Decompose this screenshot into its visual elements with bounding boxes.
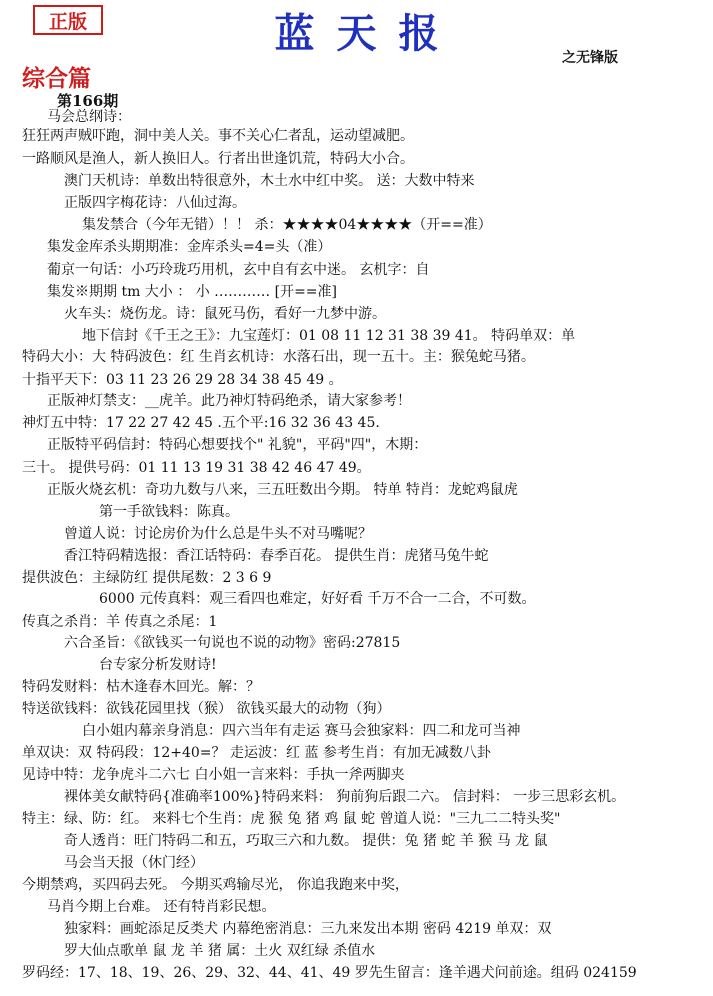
text-line: 罗大仙点歌单 鼠 龙 羊 猪 属：土火 双红绿 杀值水 <box>64 943 376 959</box>
text-line: 马会总纲诗： <box>47 109 131 125</box>
text-line: 一路顺风是渔人，新人换旧人。行者出世逢饥荒，特码大小合。 <box>22 151 414 167</box>
text-line: 三十。 提供号码：01 11 13 19 31 38 42 46 47 49。 <box>22 460 371 476</box>
text-line: 罗码经：17、18、19、26、29、32、44、41、49 罗先生留言：逢羊遇犬问前途。组码 024159 <box>22 965 637 981</box>
text-line: 集发禁合（今年无错）！！ 杀：★★★★04★★★★（开==准） <box>82 217 492 233</box>
text-line: 特送欲钱料：欲钱花园里找（猴） 欲钱买最大的动物（狗） <box>22 701 391 717</box>
text-line: 十指平天下：03 11 23 26 29 28 34 38 45 49 。 <box>22 372 343 388</box>
text-line: 特码发财料：枯木逢春木回光。解：？ <box>22 679 260 695</box>
text-line: 单双诀：双 特码段：12+40=？ 走运波：红 蓝 参考生肖：有加无减数八卦 <box>22 745 491 761</box>
text-line: 6000 元传真料：观三看四也难定，好好看 千万不合一二合，不可数。 <box>99 591 536 607</box>
text-line: 正版火烧玄机：奇功九数与八来，三五旺数出今期。 特单 特肖：龙蛇鸡鼠虎 <box>47 482 518 498</box>
text-line: 白小姐内幕亲身消息：四六当年有走运 赛马会独家料：四二和龙可当神 <box>82 723 521 739</box>
text-line: 今期禁鸡，买四码去死。 今期买鸡输尽光， 你追我跑来中奖， <box>22 877 409 893</box>
text-line: 特主：绿、防：红。 来料七个生肖：虎 猴 兔 猪 鸡 鼠 蛇 曾道人说："三九二二特头奖" <box>22 811 561 827</box>
text-line: 曾道人说：讨论房价为什么总是牛头不对马嘴呢？ <box>64 526 372 542</box>
text-line: 澳门天机诗：单数出特很意外，木土水中红中奖。 送：大数中特来 <box>64 173 475 189</box>
text-line: 奇人透肖：旺门特码二和五，巧取三六和九数。 提供：兔 猪 蛇 羊 猴 马 龙 鼠 <box>64 833 548 849</box>
text-line: 香江特码精选报：香江话特码：春季百花。 提供生肖：虎猪马兔牛蛇 <box>64 548 489 564</box>
text-line: 独家料：画蛇添足反类犬 内幕绝密消息：三九来发出本期 密码 4219 单双：双 <box>64 921 552 937</box>
text-line: 正版四字梅花诗：八仙过海。 <box>64 195 246 211</box>
text-line: 传真之杀肖：羊 传真之杀尾：1 <box>22 614 218 630</box>
authentic-badge: 正版 <box>33 5 103 35</box>
text-line: 集发※期期 tm 大小 ： 小 ………… [开==准] <box>47 284 337 300</box>
text-line: 六合圣旨：《欲钱买一句说也不说的动物》密码:27815 <box>64 635 401 651</box>
text-line: 特码大小：大 特码波色：红 生肖玄机诗：水落石出，现一五十。主：猴兔蛇马猪。 <box>22 349 535 365</box>
issue-number: 第166期 <box>57 92 119 110</box>
text-line: 第一手欲钱料：陈真。 <box>99 504 239 520</box>
text-line: 集发金库杀头期期准：金库杀头=4=头（准） <box>47 239 332 255</box>
section-heading: 综合篇 <box>22 65 91 92</box>
text-line: 裸体美女献特码{准确率100%}特码来料： 狗前狗后跟二六。 信封料： 一步三思彩玄机。 <box>64 789 626 805</box>
edition-label: 之无锋版 <box>562 50 618 66</box>
text-line: 见诗中特：龙争虎斗二六七 白小姐一言来料：手执一斧两脚夹 <box>22 767 405 783</box>
text-line: 狂狂两声贼吓跑，洞中美人关。事不关心仁者乱，运动望减肥。 <box>22 128 414 144</box>
text-line: 提供波色：主绿防红 提供尾数：2 3 6 9 <box>22 570 272 586</box>
page-title: 蓝天报 <box>274 10 461 57</box>
text-line: 台专家分析发财诗! <box>99 657 217 673</box>
text-line: 地下信封《千王之王》：九宝莲灯：01 08 11 12 31 38 39 41。 特码单双：单 <box>82 328 576 344</box>
text-line: 正版特平码信封：特码心想要找个" 礼貌"，平码"四"，木期： <box>47 437 428 453</box>
text-line: 正版神灯禁支：__虎羊。此乃神灯特码绝杀，请大家参考！ <box>47 393 411 409</box>
text-line: 马会当天报（休门经） <box>64 855 204 871</box>
text-line: 火车头：烧伤龙。诗：鼠死马伤，看好一九梦中游。 <box>64 306 386 322</box>
text-line: 马肖今期上台难。 还有特肖彩民想。 <box>47 899 276 915</box>
text-line: 葡京一句话：小巧玲珑巧用机，玄中自有玄中迷。 玄机字：自 <box>47 262 430 278</box>
text-line: 神灯五中特：17 22 27 42 45 .五个平:16 32 36 43 45. <box>22 415 380 431</box>
